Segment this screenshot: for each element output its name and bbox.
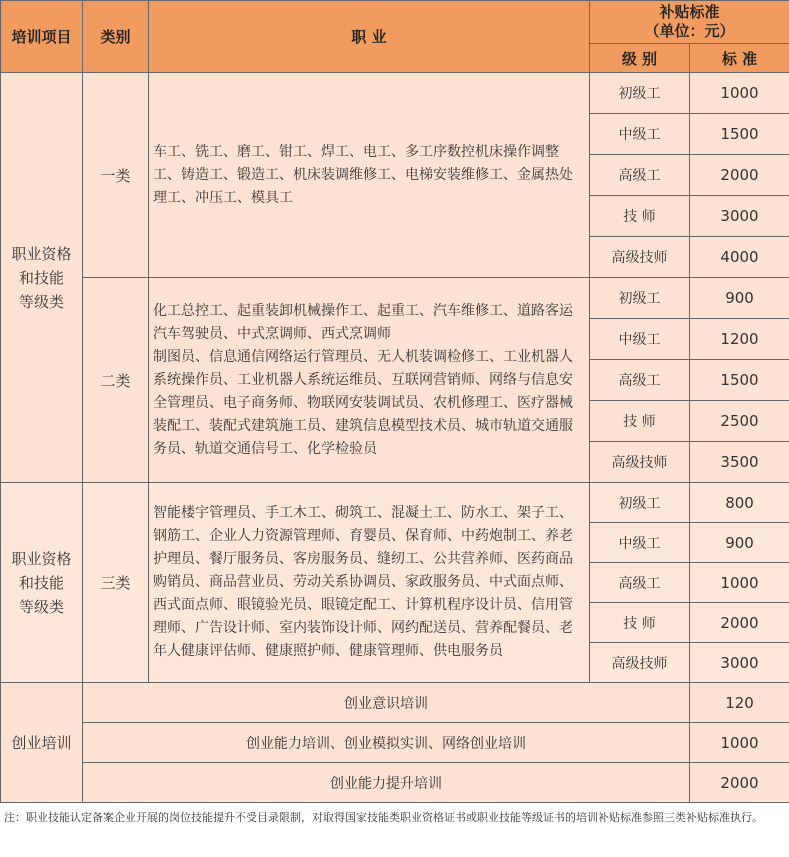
table-row — [1, 683, 789, 723]
training-item-cell: 职业资格 和技能 等级类 — [1, 73, 83, 483]
amount-cell: 1500 — [690, 114, 789, 155]
header-subsidy — [590, 1, 789, 44]
training-item-cell: 职业资格 和技能 等级类 — [1, 483, 83, 683]
training-name-cell: 创业能力提升培训 — [83, 763, 690, 803]
training-name-cell: 创业意识培训 — [83, 683, 690, 723]
header-occupation: 职 业 — [149, 1, 590, 73]
occupation-list: 智能楼宇管理员、手工木工、砌筑工、混凝土工、防水工、架子工、钢筋工、企业人力资源管理师、育婴员、保育师、中药炮制工、养老护理员、餐厅服务员、客房服务员、缝纫工、公共营养师、医药商品购销员、商品营业员、劳动关系协调员、家政服务员、中式面点师、西式面点师、眼镜验光员、眼镜定配工、计算机程序设计员、信用管理师、广告设计师、室内装饰设计师、网约配送员、营养配餐员、老年人健康评估师、健康照护师、健康管理师、供电服务员 — [149, 483, 590, 683]
amount-cell: 2000 — [690, 155, 789, 196]
amount-cell: 1000 — [690, 723, 789, 763]
header-standard: 标 准 — [690, 44, 789, 73]
level-cell: 中级工 — [590, 319, 690, 360]
amount-cell: 1000 — [690, 563, 789, 603]
training-name-cell: 创业能力培训、创业模拟实训、网络创业培训 — [83, 723, 690, 763]
level-cell: 中级工 — [590, 523, 690, 563]
level-cell: 高级工 — [590, 563, 690, 603]
occupation-list: 化工总控工、起重装卸机械操作工、起重工、汽车维修工、道路客运汽车驾驶员、中式烹调师、西式烹调师 制图员、信息通信网络运行管理员、无人机装调检修工、工业机器人系统操作员、工业机器人系统运维员、互联网营销师、网络与信息安全管理员、电子商务师、物联网安装调试员、农机修理工、医疗器械装配工、装配式建筑施工员、建筑信息模型技术员、城市轨道交通服务员、轨道交通信号工、化学检验员 — [149, 278, 590, 483]
table-row — [1, 278, 789, 319]
entrepreneurship-cell: 创业培训 — [1, 683, 83, 803]
table-row — [1, 73, 789, 114]
amount-cell: 900 — [690, 278, 789, 319]
amount-cell: 2000 — [690, 603, 789, 643]
level-cell: 技 师 — [590, 401, 690, 442]
table-row — [1, 483, 789, 523]
level-cell: 技 师 — [590, 603, 690, 643]
level-cell: 初级工 — [590, 483, 690, 523]
footnote: 注：职业技能认定备案企业开展的岗位技能提升不受目录限制，对取得国家技能类职业资格证书或职业技能等级证书的培训补贴标准参照三类补贴标准执行。 — [4, 811, 763, 824]
amount-cell: 3000 — [690, 643, 789, 683]
amount-cell: 1200 — [690, 319, 789, 360]
level-cell: 高级技师 — [590, 643, 690, 683]
amount-cell: 3500 — [690, 442, 789, 483]
category-cell: 一类 — [83, 73, 149, 278]
header-level: 级 别 — [590, 44, 690, 73]
level-cell: 高级技师 — [590, 442, 690, 483]
level-cell: 初级工 — [590, 278, 690, 319]
amount-cell: 4000 — [690, 237, 789, 278]
category-cell: 二类 — [83, 278, 149, 483]
level-cell: 初级工 — [590, 73, 690, 114]
level-cell: 高级技师 — [590, 237, 690, 278]
header-subsidy-title: 补贴标准 — [659, 3, 720, 21]
amount-cell: 2500 — [690, 401, 789, 442]
header-subsidy-unit: （单位：元） — [644, 22, 735, 40]
level-cell: 高级工 — [590, 360, 690, 401]
amount-cell: 1500 — [690, 360, 789, 401]
header-category: 类别 — [83, 1, 149, 73]
amount-cell: 800 — [690, 483, 789, 523]
level-cell: 中级工 — [590, 114, 690, 155]
category-cell: 三类 — [83, 483, 149, 683]
amount-cell: 3000 — [690, 196, 789, 237]
level-cell: 技 师 — [590, 196, 690, 237]
header-training-item: 培训项目 — [1, 1, 83, 73]
amount-cell: 1000 — [690, 73, 789, 114]
amount-cell: 120 — [690, 683, 789, 723]
level-cell: 高级工 — [590, 155, 690, 196]
table-row — [1, 763, 789, 803]
amount-cell: 900 — [690, 523, 789, 563]
amount-cell: 2000 — [690, 763, 789, 803]
table-row — [1, 723, 789, 763]
occupation-list: 车工、铣工、磨工、钳工、焊工、电工、多工序数控机床操作调整工、铸造工、锻造工、机床装调维修工、电梯安装维修工、金属热处理工、冲压工、模具工 — [149, 73, 590, 278]
